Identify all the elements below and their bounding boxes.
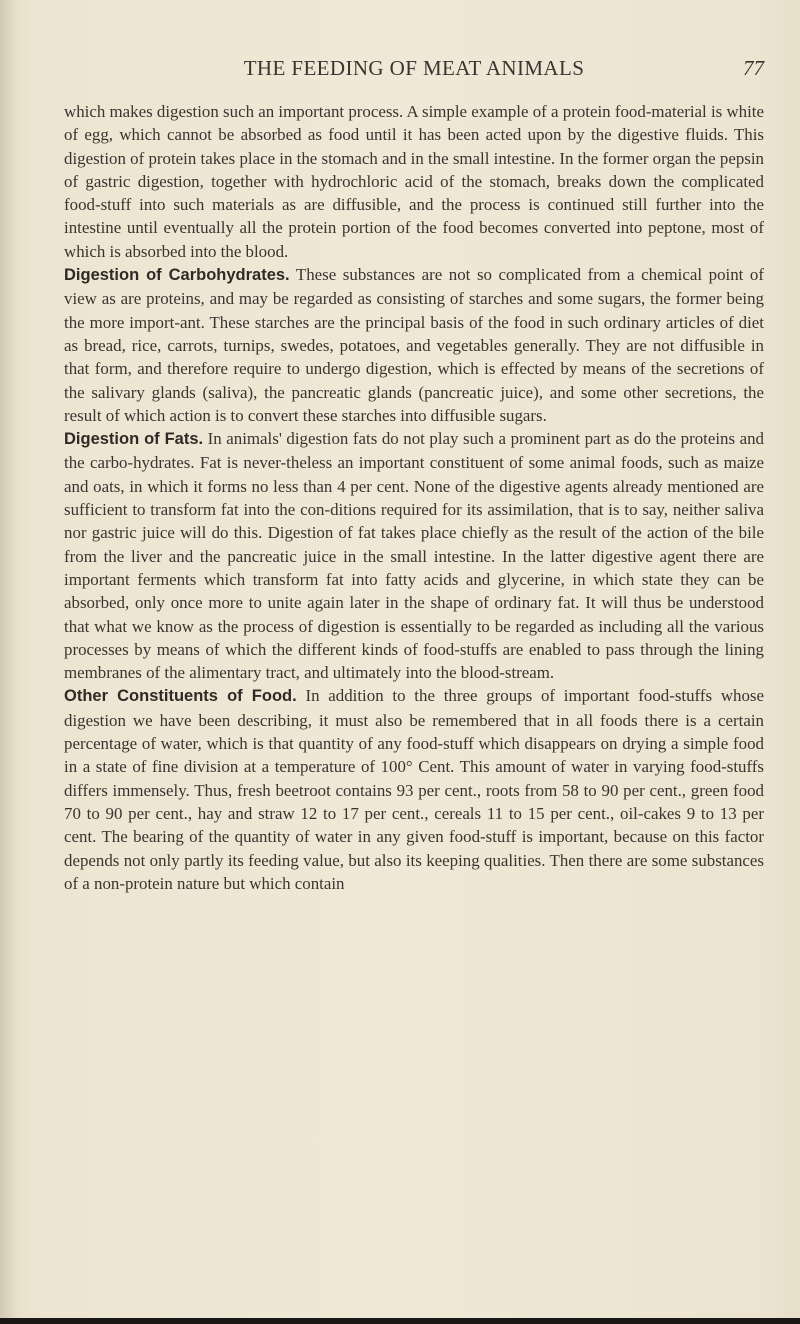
running-title: THE FEEDING OF MEAT ANIMALS bbox=[243, 56, 585, 80]
section-heading-carbohydrates: Digestion of Carbohydrates. bbox=[64, 266, 290, 285]
body-text bbox=[64, 100, 764, 895]
section-heading-other-constituents: Other Constituents of Food. bbox=[64, 687, 297, 706]
paragraph-text: These substances are not so complicated from a chemical point of view as are proteins, and may be regarded as consisting of starches and some sugars, the former being the more import-ant. These starches are the principal basis of the food in such ordinary articles of diet as bread, rice, carrots, turnips, swedes, potatoes, and vegetables generally. They are not diffusible in that form, and therefore require to undergo digestion, which is effected by means of the secretions of the salivary glands (saliva), the pancreatic glands (pancreatic juice), and some other secretions, the result of which action is to convert these starches into diffusible sugars. bbox=[64, 265, 764, 425]
spine-shadow bbox=[0, 0, 18, 1324]
paragraph-text: In addition to the three groups of important food-stuffs whose digestion we have been describing, it must also be remembered that in all foods there is a certain percentage of water, which is that quantity of any food-stuff which disappears on drying a simple food in a state of fine division at a temperature of 100° Cent. This amount of water in varying food-stuffs differs immensely. Thus, fresh beetroot contains 93 per cent., roots from 58 to 90 per cent., green food 70 to 90 per cent., hay and straw 12 to 17 per cent., cereals 11 to 15 per cent., oil-cakes 9 to 13 per cent. The bearing of the quantity of water in any given food-stuff is important, because on this factor depends not only partly its feeding value, but also its keeping qualities. Then there are some substances of a non-protein nature but which contain bbox=[64, 686, 764, 893]
section-heading-fats: Digestion of Fats. bbox=[64, 430, 204, 449]
paragraph-other-constituents bbox=[64, 684, 764, 895]
paragraph-fats bbox=[64, 427, 764, 684]
page-header bbox=[64, 56, 764, 88]
paragraph-text: which makes digestion such an important process. A simple example of a protein food-material is white of egg, which cannot be absorbed as food until it has been acted upon by the digestive fluids. This digestion of protein takes place in the stomach and in the small intestine. In the former organ the pepsin of gastric digestion, together with hydrochloric acid of the stomach, breaks down the complicated food-stuff into such materials as are diffusible, and the process is continued still further into the intestine until eventually all the protein portion of the food becomes converted into peptone, most of which is absorbed into the blood. bbox=[64, 102, 764, 261]
page-number: 77 bbox=[743, 56, 764, 80]
paragraph-text: In animals' digestion fats do not play such a prominent part as do the proteins and the carbo-hydrates. Fat is never-theless an important constituent of some animal foods, such as maize and oats, in which it forms no less than 4 per cent. None of the digestive agents already mentioned are sufficient to transform fat into the con-ditions required for its assimilation, that is to say, neither saliva nor gastric juice will do this. Digestion of fat takes place chiefly as the result of the action of the bile from the liver and the pancreatic juice in the small intestine. In the latter digestive agent there are important ferments which transform fat into fatty acids and glycerine, in which state they can be absorbed, only once more to unite again later in the shape of ordinary fat. It will thus be understood that what we know as the process of digestion is essentially to be regarded as including all the various processes by means of which the different kinds of food-stuffs are enabled to pass through the lining membranes of the alimentary tract, and ultimately into the blood-stream. bbox=[64, 429, 765, 683]
paragraph-protein-digestion bbox=[64, 100, 764, 263]
paragraph-carbohydrates bbox=[64, 263, 764, 427]
page-bottom-edge bbox=[0, 1318, 800, 1324]
